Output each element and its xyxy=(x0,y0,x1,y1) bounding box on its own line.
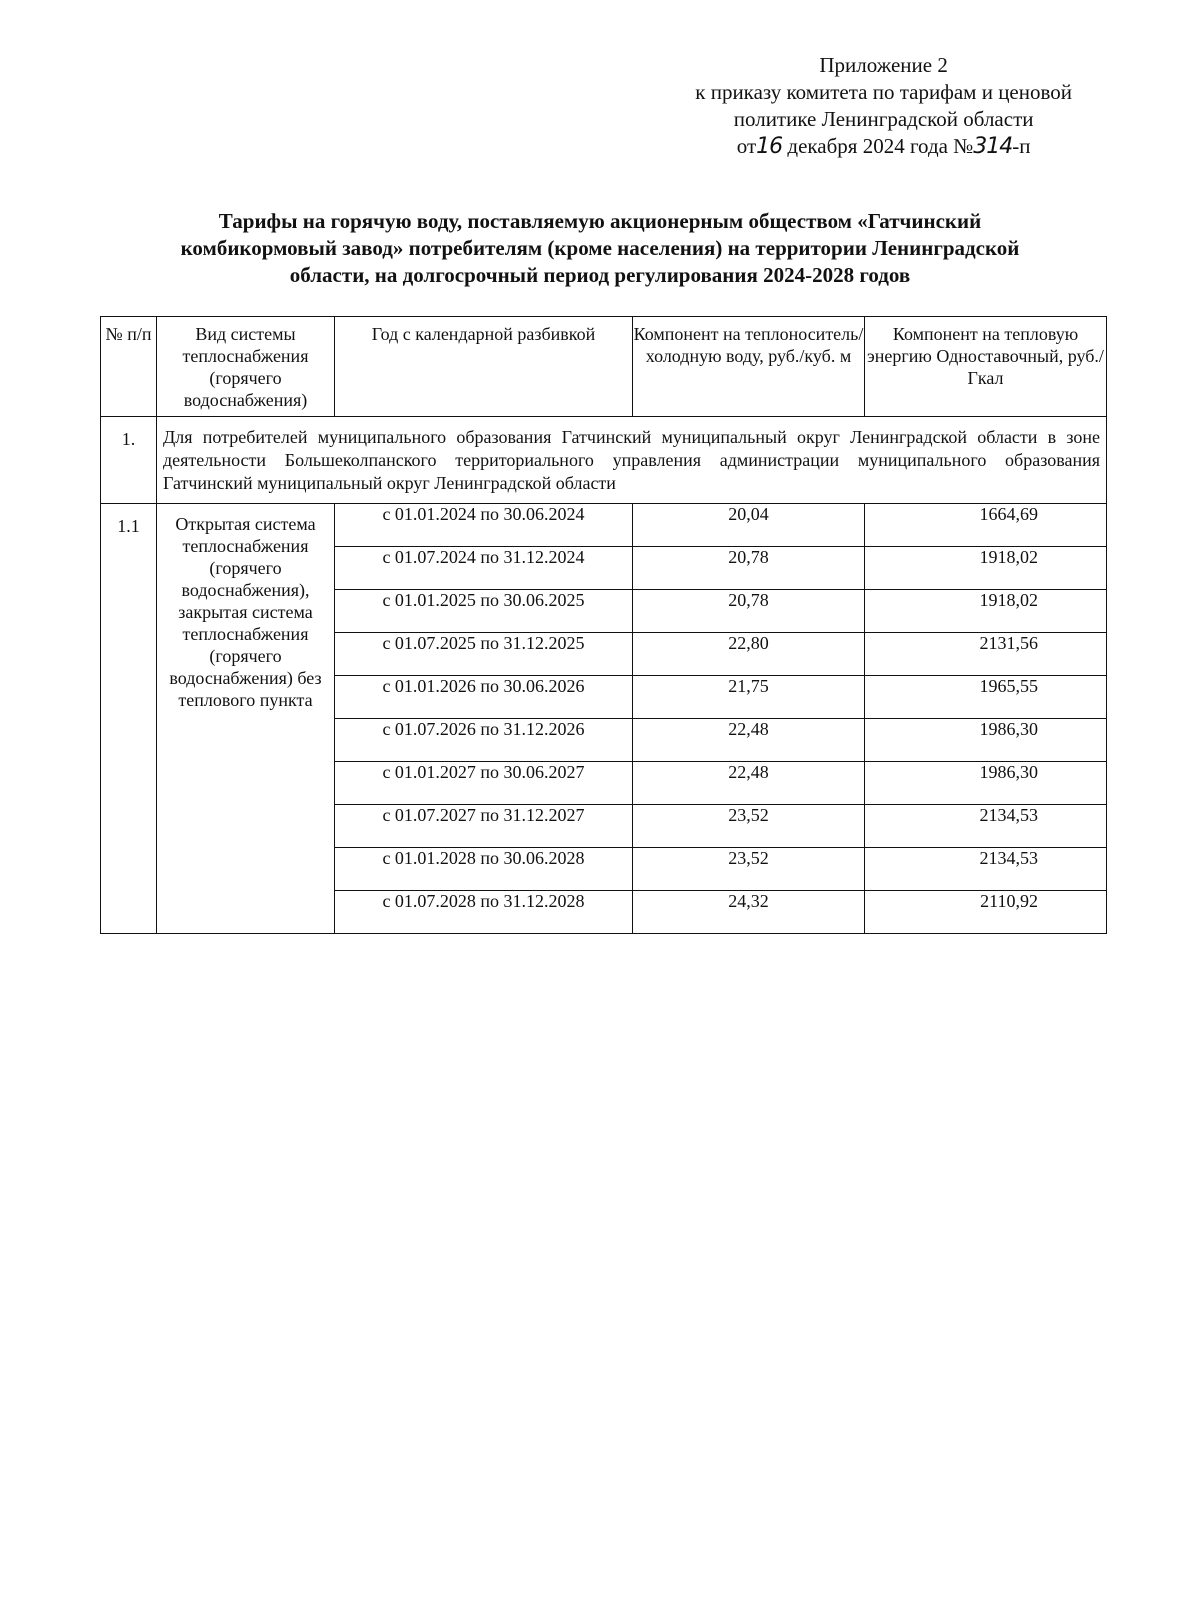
tariff-table xyxy=(100,316,1107,934)
heat-component-cell: 2110,92 xyxy=(865,891,1107,934)
period-cell: с 01.07.2024 по 31.12.2024 xyxy=(335,547,633,590)
heat-component-cell: 1664,69 xyxy=(865,504,1107,547)
water-component-cell: 22,48 xyxy=(633,719,865,762)
handwritten-day: 16 xyxy=(756,134,783,159)
period-cell: с 01.01.2025 по 30.06.2025 xyxy=(335,590,633,633)
heat-component-cell: 2134,53 xyxy=(865,848,1107,891)
period-cell: с 01.07.2026 по 31.12.2026 xyxy=(335,719,633,762)
water-component-cell: 22,48 xyxy=(633,762,865,805)
section-row xyxy=(101,417,1107,504)
water-component-cell: 20,78 xyxy=(633,590,865,633)
heat-component-cell: 2131,56 xyxy=(865,633,1107,676)
subsection-number: 1.1 xyxy=(101,504,157,934)
water-component-cell: 23,52 xyxy=(633,805,865,848)
water-component-cell: 21,75 xyxy=(633,676,865,719)
header-system: Вид системы теплоснабжения (горячего водоснабжения) xyxy=(157,317,335,417)
period-cell: с 01.07.2025 по 31.12.2025 xyxy=(335,633,633,676)
heat-component-cell: 1918,02 xyxy=(865,547,1107,590)
header-heat-component: Компонент на тепловую энергию Одноставочный, руб./Гкал xyxy=(865,317,1107,417)
heat-component-cell: 1965,55 xyxy=(865,676,1107,719)
section-description: Для потребителей муниципального образования Гатчинский муниципальный округ Ленинградской области в зоне деятельности Большеколпанского территориального управления администрации муниципального образования Гатчинский муниципальный округ Ленинградской области xyxy=(157,417,1107,504)
period-cell: с 01.01.2024 по 30.06.2024 xyxy=(335,504,633,547)
appendix-line-2: к приказу комитета по тарифам и ценовой xyxy=(695,80,1072,104)
title-line-2: комбикормовый завод» потребителям (кроме населения) на территории Ленинградской xyxy=(180,236,1020,260)
heat-component-cell: 1986,30 xyxy=(865,762,1107,805)
section-number: 1. xyxy=(101,417,157,504)
water-component-cell: 20,78 xyxy=(633,547,865,590)
appendix-header xyxy=(695,52,1072,160)
title-line-1: Тарифы на горячую воду, поставляемую акционерным обществом «Гатчинский xyxy=(218,209,982,233)
header-num: № п/п xyxy=(101,317,157,417)
appendix-date-middle: декабря 2024 года № xyxy=(782,134,974,158)
document-title xyxy=(100,208,1100,289)
period-cell: с 01.01.2027 по 30.06.2027 xyxy=(335,762,633,805)
water-component-cell: 20,04 xyxy=(633,504,865,547)
appendix-line-4 xyxy=(695,133,1072,160)
table-row xyxy=(101,504,1107,547)
table-header-row xyxy=(101,317,1107,417)
appendix-line-1: Приложение 2 xyxy=(819,53,948,77)
system-type-cell: Открытая система теплоснабжения (горячего водоснабжения), закрытая система теплоснабжения (горячего водоснабжения) без теплового пункта xyxy=(157,504,335,934)
period-cell: с 01.07.2028 по 31.12.2028 xyxy=(335,891,633,934)
water-component-cell: 24,32 xyxy=(633,891,865,934)
heat-component-cell: 1986,30 xyxy=(865,719,1107,762)
period-cell: с 01.01.2026 по 30.06.2026 xyxy=(335,676,633,719)
appendix-date-suffix: -п xyxy=(1012,134,1031,158)
heat-component-cell: 2134,53 xyxy=(865,805,1107,848)
period-cell: с 01.01.2028 по 30.06.2028 xyxy=(335,848,633,891)
appendix-date-prefix: от xyxy=(736,134,757,158)
water-component-cell: 23,52 xyxy=(633,848,865,891)
handwritten-order-number: 314 xyxy=(973,134,1013,159)
header-period: Год с календарной разбивкой xyxy=(335,317,633,417)
header-water-component: Компонент на теплоноситель/холодную воду, руб./куб. м xyxy=(633,317,865,417)
period-cell: с 01.07.2027 по 31.12.2027 xyxy=(335,805,633,848)
title-line-3: области, на долгосрочный период регулирования 2024-2028 годов xyxy=(289,263,911,287)
water-component-cell: 22,80 xyxy=(633,633,865,676)
appendix-line-3: политике Ленинградской области xyxy=(733,107,1034,131)
heat-component-cell: 1918,02 xyxy=(865,590,1107,633)
